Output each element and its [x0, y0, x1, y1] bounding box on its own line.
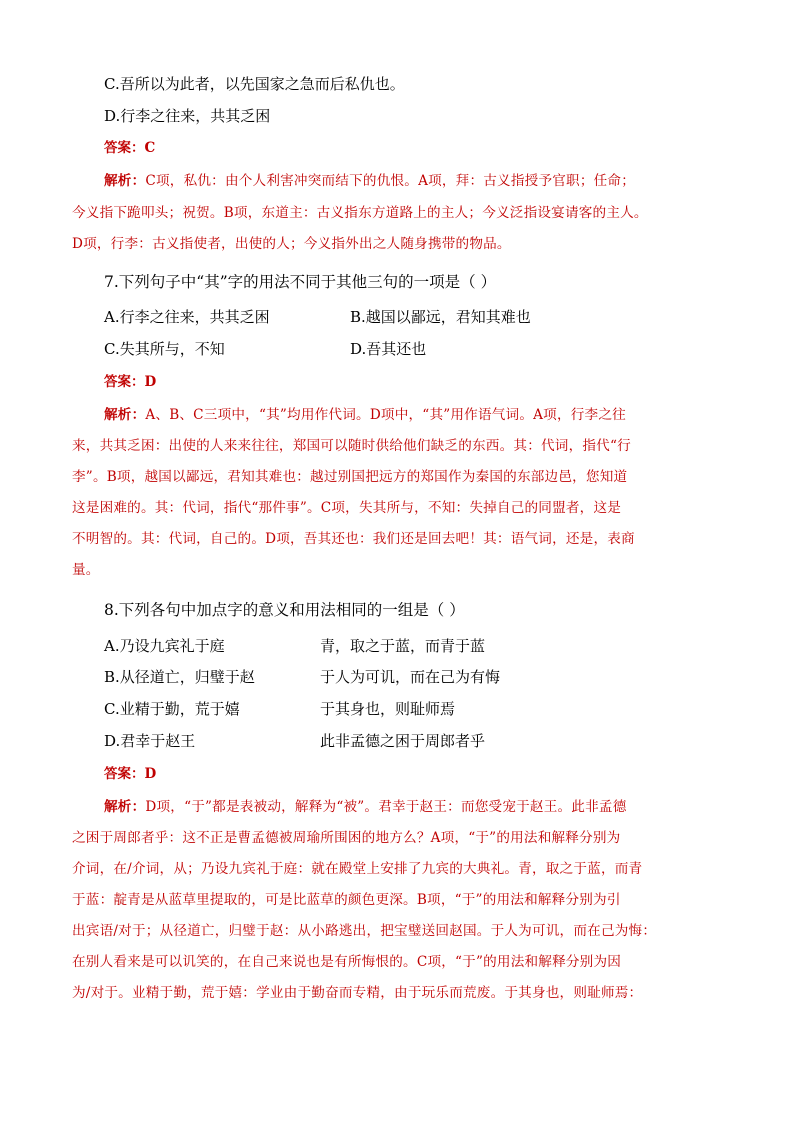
q7-option-a: A.行李之往来，共其乏困 — [104, 308, 270, 326]
q8-explanation-line5: 出宾语/对于；从径道亡，归璧于赵：从小路逃出，把宝璧送回赵国。于人为可讥，而在己为悔： — [72, 923, 657, 939]
q8-explanation-line2: 之困于周郎者乎：这不正是曹孟德被周瑜所围困的地方么？A项，“于”的用法和解释分别为 — [72, 830, 621, 846]
q6-answer — [104, 138, 155, 158]
explanation-label: 解析： — [104, 799, 146, 815]
q8-option-a-right: 青，取之于蓝，而青于蓝 — [320, 637, 486, 655]
q7-explanation-line3: 李”。B项，越国以鄙远，君知其难也：越过别国把远方的郑国作为秦国的东部边邑，您知道 — [72, 469, 628, 485]
answer-label: 答案： — [104, 766, 145, 782]
q8-explanation-line7: 为/对于。业精于勤，荒于嬉：学业由于勤奋而专精，由于玩乐而荒废。于其身也，则耻师焉： — [72, 985, 643, 1001]
q7-explanation-line6: 量。 — [72, 562, 100, 578]
q8-explanation-line1 — [104, 792, 724, 823]
q8-option-c-left: C.业精于勤，荒于嬉 — [104, 700, 240, 718]
q6-explanation-line3: D项，行李：古义指使者，出使的人；今义指外出之人随身携带的物品。 — [72, 236, 511, 252]
q8-option-a-left: A.乃设九宾礼于庭 — [104, 637, 225, 655]
q7-answer — [104, 372, 156, 392]
q7-option-c: C.失其所与，不知 — [104, 340, 225, 358]
q8-explanation-line3: 介词，在/介词，从；乃设九宾礼于庭：就在殿堂上安排了九宾的大典礼。青，取之于蓝，而青 — [72, 861, 643, 877]
option-d-line: D.行李之往来，共其乏困 — [104, 107, 271, 125]
option-c-line: C.吾所以为此者，以先国家之急而后私仇也。 — [104, 75, 405, 93]
q7-stem: 7.下列句子中“其”字的用法不同于其他三句的一项是（ ） — [104, 273, 497, 291]
q8-explanation-line4: 于蓝：靛青是从蓝草里提取的，可是比蓝草的颜色更深。B项，“于”的用法和解释分别为引 — [72, 892, 621, 908]
answer-value: D — [144, 374, 157, 390]
q8-option-b-left: B.从径道亡，归璧于赵 — [104, 668, 255, 686]
q7-explanation-line4: 这是困难的。其：代词，指代“那件事”。C项，失其所与，不知：失掉自己的同盟者，这是 — [72, 500, 622, 516]
explanation-label: 解析： — [104, 173, 146, 189]
q7-explanation-line1 — [104, 400, 724, 431]
q8-answer — [104, 764, 156, 784]
answer-value: C — [144, 140, 156, 156]
q8-option-d-right: 此非孟德之困于周郎者乎 — [320, 732, 486, 750]
answer-label: 答案： — [104, 140, 145, 156]
answer-label: 答案： — [104, 374, 145, 390]
q8-option-c-right: 于其身也，则耻师焉 — [320, 700, 456, 718]
q6-explanation-line2: 今义指下跪叩头；祝贺。B项，东道主：古义指东方道路上的主人；今义泛指设宴请客的主人。 — [72, 205, 648, 221]
q8-explanation-line6: 在别人看来是可以讥笑的，在自己来说也是有所悔恨的。C项，“于”的用法和解释分别为因 — [72, 954, 622, 970]
explanation-label: 解析： — [104, 407, 146, 423]
q6-explanation-line1 — [104, 166, 724, 197]
answer-value: D — [144, 766, 157, 782]
q7-explanation-line2: 来，共其乏困：出使的人来来往往，郑国可以随时供给他们缺乏的东西。其：代词，指代“行 — [72, 438, 631, 454]
explanation-text: A、B、C三项中，“其”均用作代词。D项中，“其”用作语气词。A项，行李之往 — [145, 407, 626, 423]
q7-option-b: B.越国以鄙远，君知其难也 — [350, 308, 531, 326]
q7-explanation-line5: 不明智的。其：代词，自己的。D项，吾其还也：我们还是回去吧！其：语气词，还是，表商 — [72, 531, 635, 547]
q8-option-b-right: 于人为可讥，而在己为有悔 — [320, 668, 501, 686]
q8-stem: 8.下列各句中加点字的意义和用法相同的一组是（ ） — [104, 601, 465, 619]
explanation-text: D项，“于”都是表被动，解释为“被”。君幸于赵王：而您受宠于赵王。此非孟德 — [145, 799, 627, 815]
q8-option-d-left: D.君幸于赵王 — [104, 732, 196, 750]
q7-option-d: D.吾其还也 — [350, 340, 427, 358]
explanation-text: C项，私仇：由个人利害冲突而结下的仇恨。A项，拜：古义指授予官职；任命； — [145, 173, 635, 189]
